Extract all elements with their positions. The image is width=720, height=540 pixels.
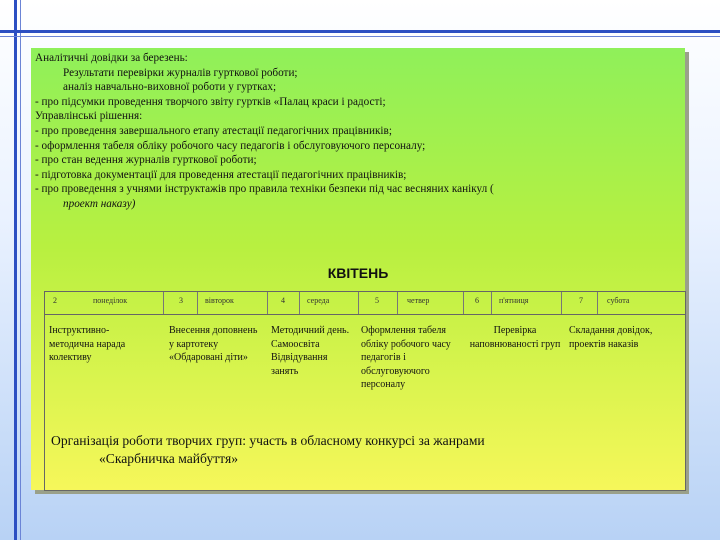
header-divider xyxy=(358,292,359,314)
day-name: субота xyxy=(607,296,630,305)
event-tuesday: Внесення доповнень у картотеку «Обдаровані діти» xyxy=(169,325,258,364)
day-name: понеділок xyxy=(93,296,128,305)
notes-line: проект наказу) xyxy=(63,197,136,210)
notes-line: Результати перевірки журналів гурткової роботи; xyxy=(63,66,298,79)
day-number: 7 xyxy=(579,296,583,305)
day-number: 3 xyxy=(179,296,183,305)
notes-line: - про проведення завершального етапу атестації педагогічних працівників; xyxy=(35,124,392,137)
header-divider xyxy=(463,292,464,314)
header-divider xyxy=(397,292,398,314)
day-name: п'ятниця xyxy=(499,296,529,305)
notes-line: Управлінські рішення: xyxy=(35,110,143,123)
creative-groups-line: «Скарбничка майбуття» xyxy=(99,451,238,466)
day-number: 4 xyxy=(281,296,285,305)
header-divider xyxy=(491,292,492,314)
header-divider xyxy=(299,292,300,314)
creative-groups-note xyxy=(51,432,679,468)
notes-line: - про стан ведення журналів гурткової роботи; xyxy=(35,154,257,167)
creative-groups-line: Організація роботи творчих груп: участь в обласному конкурсі за жанрами xyxy=(51,433,485,448)
header-divider xyxy=(267,292,268,314)
month-title: КВІТЕНЬ xyxy=(327,265,389,281)
notes-line: Аналітичні довідки за березень: xyxy=(35,52,188,64)
top-accent-rule xyxy=(0,30,720,33)
left-accent-rule xyxy=(14,0,17,540)
content-panel xyxy=(31,48,685,490)
day-number: 6 xyxy=(475,296,479,305)
top-accent-rule-thin xyxy=(0,36,720,37)
event-wednesday: Методичний день. Самоосвіта Відвідування занять xyxy=(271,325,350,377)
left-accent-rule-thin xyxy=(20,0,21,540)
day-name: четвер xyxy=(407,296,430,305)
event-monday: Інструктивно-методична нарада колективу xyxy=(49,325,126,364)
calendar-header-row xyxy=(45,292,685,315)
day-name: вівторок xyxy=(205,296,234,305)
day-number: 2 xyxy=(53,296,57,305)
event-saturday: Складання довідок, проектів наказів xyxy=(569,325,653,350)
notes-line: - підготовка документації для проведення атестації педагогічних працівників; xyxy=(35,168,407,181)
day-number: 5 xyxy=(375,296,379,305)
header-divider xyxy=(197,292,198,314)
header-divider xyxy=(163,292,164,314)
notes-line: - оформлення табеля обліку робочого часу педагогів і обслуговуючого персоналу; xyxy=(35,139,426,152)
header-divider xyxy=(561,292,562,314)
notes-line: аналіз навчально-виховної роботи у гуртках; xyxy=(63,81,277,94)
event-thursday: Оформлення табеля обліку робочого часу педагогів і обслуговуючого персоналу xyxy=(361,325,451,391)
analytics-notes xyxy=(35,51,681,212)
event-friday: Перевірка наповнюваності груп xyxy=(469,325,561,350)
notes-line: - про підсумки проведення творчого звіту гуртків «Палац краси і радості; xyxy=(35,95,386,108)
notes-line: - про проведення з учнями інструктажів про правила техніки безпеки під час весняних канікул ( xyxy=(35,183,494,196)
header-divider xyxy=(597,292,598,314)
day-name: середа xyxy=(307,296,330,305)
calendar-table xyxy=(44,291,686,491)
